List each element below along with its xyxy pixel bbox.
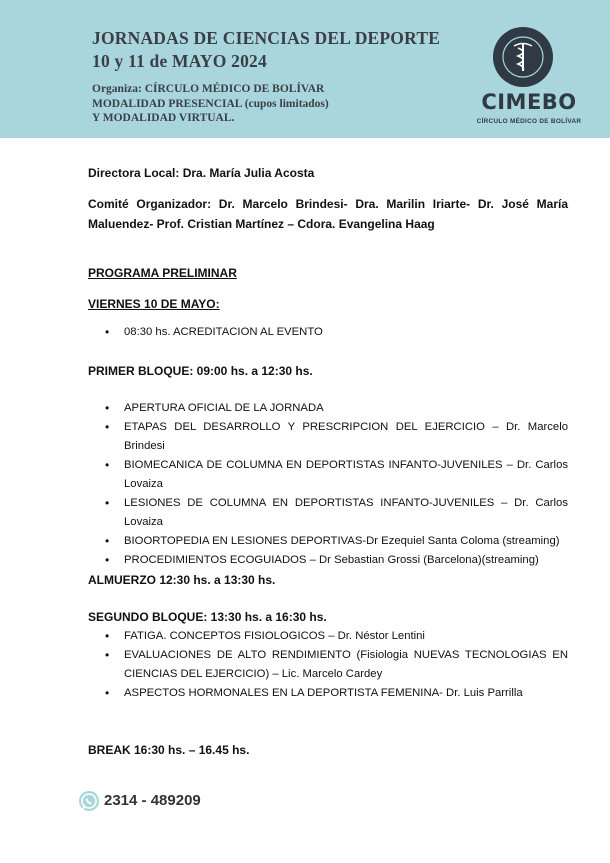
list-item: • FATIGA. CONCEPTOS FISIOLOGICOS – Dr. Néstor Lentini (88, 627, 568, 646)
break-heading: BREAK 16:30 hs. – 16.45 hs. (88, 743, 250, 757)
cimebo-logo (470, 22, 588, 132)
list-item: • APERTURA OFICIAL DE LA JORNADA (88, 399, 568, 418)
list-item: • LESIONES DE COLUMNA EN DEPORTISTAS INFANTO-JUVENILES – Dr. Carlos Lovaiza (88, 494, 568, 532)
whatsapp-icon (78, 790, 100, 812)
primer-bloque-heading: PRIMER BLOQUE: 09:00 hs. a 12:30 hs. (88, 364, 313, 378)
viernes-heading: VIERNES 10 DE MAYO: (88, 297, 220, 311)
almuerzo-heading: ALMUERZO 12:30 hs. a 13:30 hs. (88, 573, 276, 587)
modality-line2: Y MODALIDAD VIRTUAL. (92, 112, 235, 124)
organizer-line: Organiza: CÍRCULO MÉDICO DE BOLÍVAR (92, 83, 325, 95)
list-item: • 08:30 hs. ACREDITACION AL EVENTO (88, 323, 568, 342)
organizer-block (92, 82, 329, 126)
comite-paragraph: Comité Organizador: Dr. Marcelo Brindesi- Dra. Marilin Iriarte- Dr. José María Maluendez- Prof. Cristian Martínez – Cdora. Evangelina Haag (88, 197, 568, 231)
directora-line: Directora Local: Dra. María Julia Acosta (88, 166, 315, 180)
phone-number[interactable]: 2314 - 489209 (104, 792, 201, 809)
event-dates: 10 y 11 de MAYO 2024 (92, 51, 267, 71)
event-title (92, 27, 440, 73)
logo-subtitle: CÍRCULO MÉDICO DE BOLÍVAR (476, 118, 582, 125)
modality-line1: MODALIDAD PRESENCIAL (cupos limitados) (92, 97, 329, 110)
list-item: • BIOORTOPEDIA EN LESIONES DEPORTIVAS-Dr Ezequiel Santa Coloma (streaming) (88, 532, 568, 551)
event-title-line1: JORNADAS DE CIENCIAS DEL DEPORTE (92, 28, 441, 48)
logo-name: CIMEBO (481, 90, 577, 114)
acreditacion-list (88, 323, 568, 342)
list-item: • PROCEDIMIENTOS ECOGUIADOS – Dr Sebastian Grossi (Barcelona)(streaming) (88, 551, 568, 570)
list-item: • BIOMECANICA DE COLUMNA EN DEPORTISTAS INFANTO-JUVENILES – Dr. Carlos Lovaiza (88, 456, 568, 494)
primer-bloque-list (88, 399, 568, 570)
list-item: • EVALUACIONES DE ALTO RENDIMIENTO (Fisiologia NUEVAS TECNOLOGIAS EN CIENCIAS DEL EJERCICIO) – Lic. Marcelo Cardey (88, 646, 568, 684)
programa-heading: PROGRAMA PRELIMINAR (88, 266, 237, 280)
segundo-bloque-list (88, 627, 568, 703)
segundo-bloque-heading: SEGUNDO BLOQUE: 13:30 hs. a 16:30 hs. (88, 610, 327, 624)
list-item: • ASPECTOS HORMONALES EN LA DEPORTISTA FEMENINA- Dr. Luis Parrilla (88, 684, 568, 703)
header-banner (0, 0, 610, 138)
list-item: • ETAPAS DEL DESARROLLO Y PRESCRIPCION DEL EJERCICIO – Dr. Marcelo Brindesi (88, 418, 568, 456)
seal-icon (492, 26, 554, 88)
